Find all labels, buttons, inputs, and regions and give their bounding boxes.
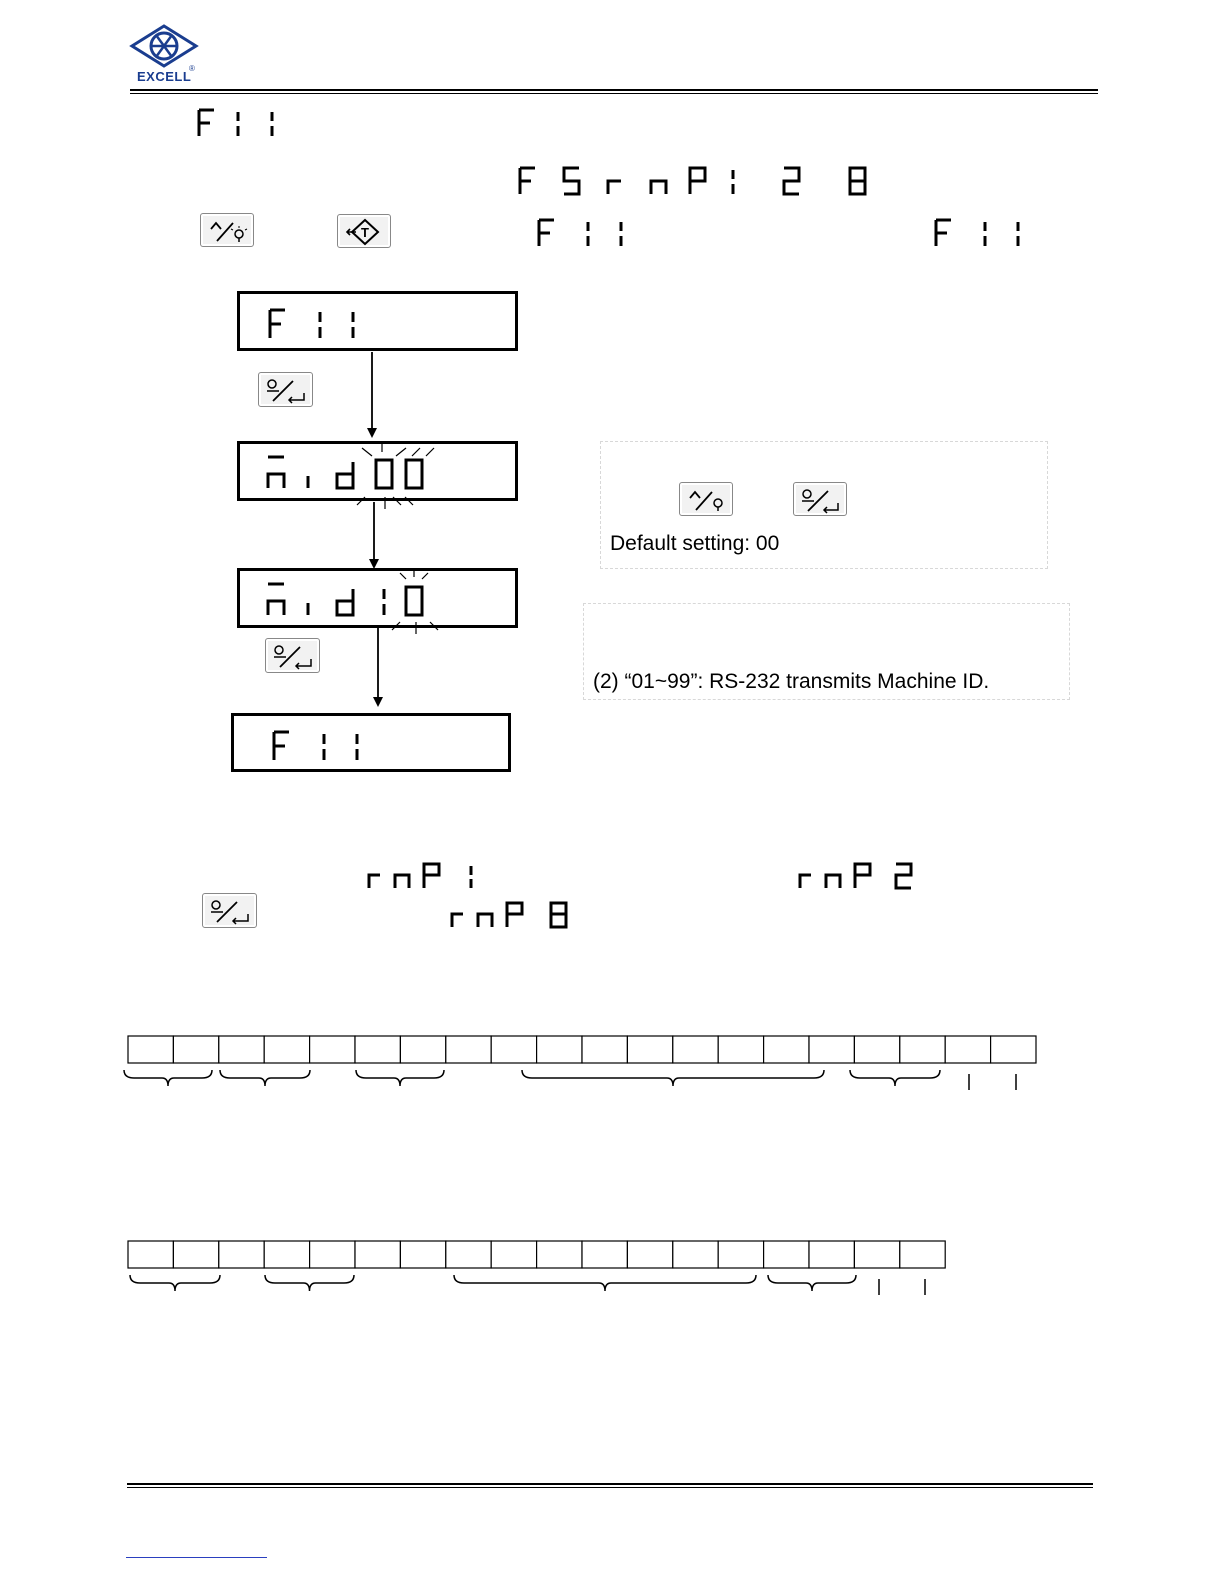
byte-cell — [582, 1036, 627, 1063]
byte-cell — [264, 1241, 309, 1268]
field-brace — [454, 1275, 756, 1291]
data-format-table-2 — [120, 1235, 960, 1305]
print-enter-key-icon[interactable] — [265, 638, 320, 673]
lcd-f11-inline-1 — [535, 218, 635, 253]
footer-rule-thin — [127, 1487, 1093, 1488]
byte-cell — [219, 1036, 264, 1063]
blink-rays-mid00-bottom — [355, 495, 445, 511]
default-setting-text: Default setting: 00 — [610, 532, 780, 555]
field-brace — [850, 1070, 940, 1086]
byte-cell — [718, 1036, 763, 1063]
byte-cell — [764, 1241, 809, 1268]
byte-cell — [854, 1241, 899, 1268]
lcd-rnp8 — [448, 901, 573, 934]
lcd-fsrnp-line — [516, 166, 876, 203]
note-box-default — [600, 441, 1048, 569]
byte-cell — [900, 1241, 945, 1268]
up-light-key-icon[interactable] — [200, 213, 254, 247]
print-enter-key-icon[interactable] — [793, 482, 847, 516]
byte-cell — [310, 1241, 355, 1268]
lcd-f11-inline-2 — [932, 218, 1032, 253]
lcd-display-f11-end — [231, 713, 511, 772]
field-brace — [522, 1070, 824, 1086]
byte-cell — [991, 1036, 1036, 1063]
field-brace — [130, 1275, 220, 1291]
byte-cell — [537, 1241, 582, 1268]
byte-cell — [400, 1036, 445, 1063]
header-rule — [130, 89, 1098, 91]
byte-cell — [809, 1036, 854, 1063]
byte-cell — [400, 1241, 445, 1268]
byte-cell — [128, 1241, 173, 1268]
byte-cell — [173, 1241, 218, 1268]
print-enter-key-icon[interactable] — [202, 893, 257, 928]
byte-cell — [809, 1241, 854, 1268]
lcd-rnp2 — [796, 862, 921, 895]
field-brace — [265, 1275, 354, 1291]
machine-id-note-text: (2) “01~99”: RS-232 transmits Machine ID. — [593, 670, 990, 693]
byte-cell — [537, 1036, 582, 1063]
tare-key-icon[interactable] — [337, 214, 391, 248]
byte-cell — [673, 1241, 718, 1268]
byte-cell — [446, 1036, 491, 1063]
print-enter-key-icon[interactable] — [258, 372, 313, 407]
byte-cell — [627, 1241, 672, 1268]
lcd-display-f11-start — [237, 291, 518, 351]
byte-cell — [718, 1241, 763, 1268]
field-brace — [768, 1275, 856, 1291]
lcd-display-mid00 — [237, 441, 518, 501]
footer-link-underline — [126, 1557, 267, 1558]
section-lcd-f11 — [196, 108, 286, 145]
svg-text:T: T — [361, 225, 369, 240]
byte-cell — [355, 1036, 400, 1063]
data-format-table-1 — [120, 1030, 1050, 1100]
byte-cell — [219, 1241, 264, 1268]
lcd-display-mid10 — [237, 568, 518, 628]
up-light-key-icon[interactable] — [679, 482, 733, 516]
byte-cell — [173, 1036, 218, 1063]
byte-cell — [854, 1036, 899, 1063]
byte-cell — [582, 1241, 627, 1268]
footer-rule — [127, 1483, 1093, 1485]
note-box-machine-id — [583, 603, 1070, 700]
field-brace — [124, 1070, 212, 1086]
registered-mark: ® — [189, 64, 195, 73]
header-rule-thin — [130, 93, 1098, 94]
byte-cell — [355, 1241, 400, 1268]
byte-cell — [264, 1036, 309, 1063]
lcd-f11-glyphs — [196, 108, 286, 140]
byte-cell — [900, 1036, 945, 1063]
brand-name: EXCELL — [137, 69, 192, 84]
byte-cell — [310, 1036, 355, 1063]
field-brace — [220, 1070, 310, 1086]
flow-arrows — [360, 350, 390, 710]
field-brace — [356, 1070, 444, 1086]
byte-cell — [764, 1036, 809, 1063]
byte-cell — [945, 1036, 990, 1063]
byte-cell — [491, 1036, 536, 1063]
byte-cell — [627, 1036, 672, 1063]
blink-rays-mid10-bottom — [390, 620, 450, 636]
byte-cell — [446, 1241, 491, 1268]
byte-cell — [128, 1036, 173, 1063]
byte-cell — [491, 1241, 536, 1268]
byte-cell — [673, 1036, 718, 1063]
lcd-rnp1 — [365, 862, 485, 895]
